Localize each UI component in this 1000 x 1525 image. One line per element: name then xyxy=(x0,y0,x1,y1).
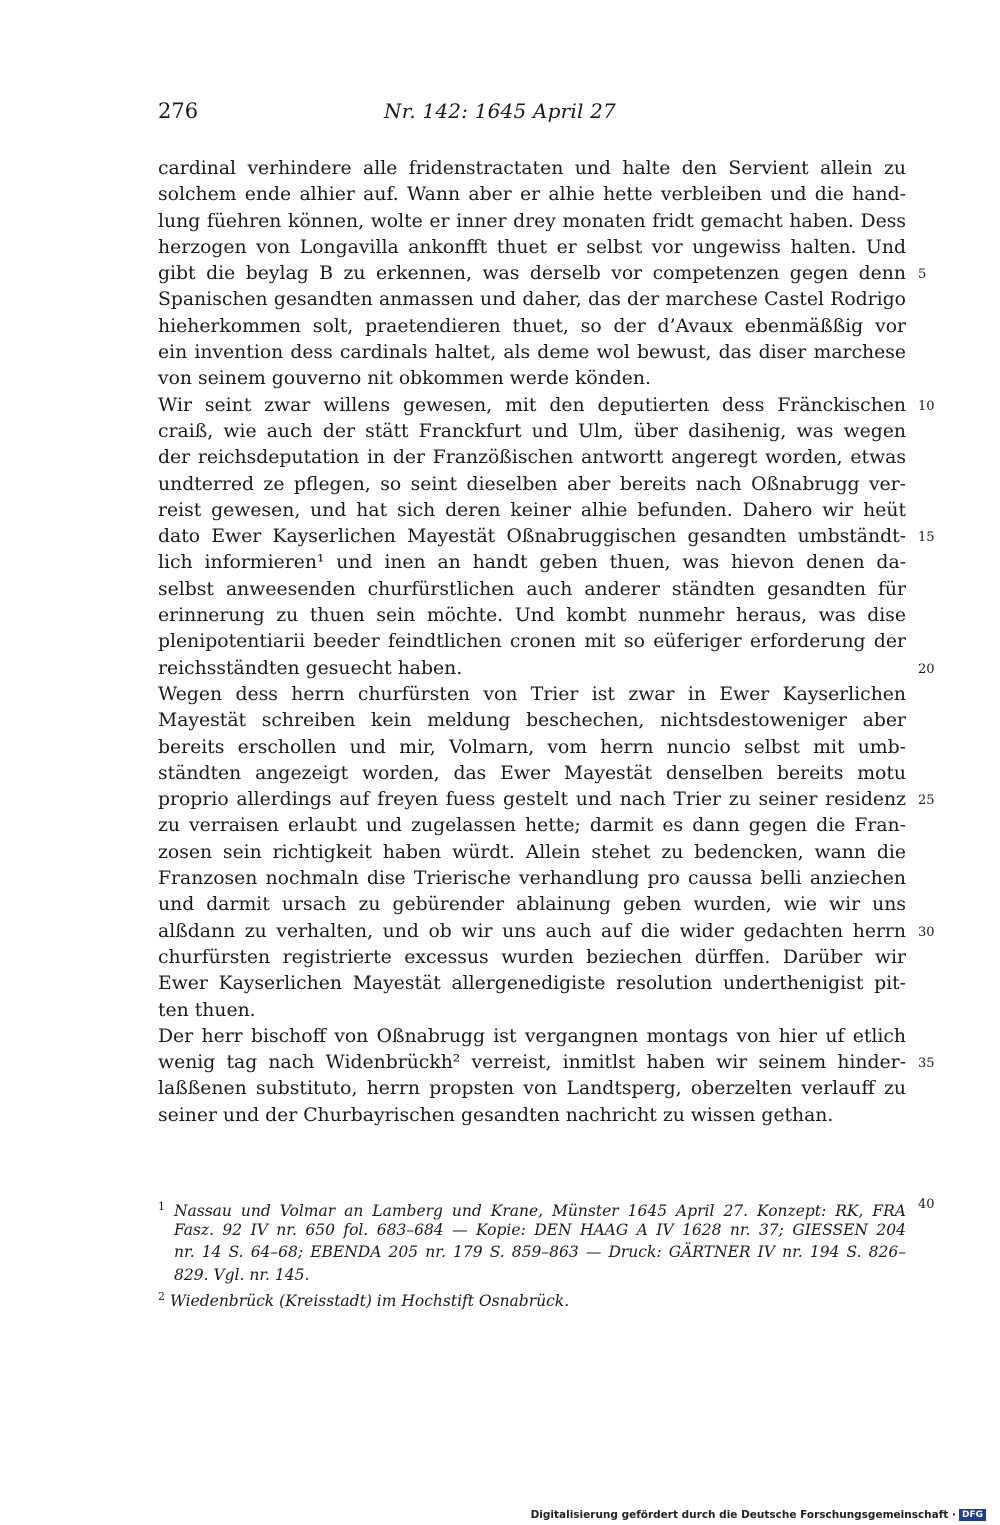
footnote-line xyxy=(158,1286,906,1309)
text-line: craiß, wie auch der stätt Franckfurt und Ulm, über dasihenig, was wegen xyxy=(158,420,906,442)
footnotes xyxy=(158,1196,906,1309)
footnote-marker: 1 xyxy=(158,1200,165,1213)
page-number: 276 xyxy=(158,99,199,123)
text-line: ten thuen. xyxy=(158,999,256,1021)
text-line: der reichsdeputation in der Franzößischen antwortt angeregt worden, etwas xyxy=(158,447,906,469)
text-line: Der herr bischoff von Oßnabrugg ist vergangnen montags von hier uf etlich xyxy=(158,1025,906,1047)
footnote-text: Nassau und Volmar an Lamberg und Krane, Münster 1645 April 27. Konzept: RK, FRA xyxy=(173,1202,906,1221)
body-text xyxy=(158,156,906,1129)
dfg-footer xyxy=(531,1509,986,1521)
text-line: zosen sein richtigkeit haben würdt. Allein stehet zu bedencken, wann die xyxy=(158,841,906,863)
text-line: solchem ende alhier auf. Wann aber er alhie hette verbleiben und die hand- xyxy=(158,184,906,206)
text-line: ständten angezeigt worden, das Ewer Mayestät denselben bereits motu xyxy=(158,762,906,784)
text-line: cardinal verhindere alle fridenstractaten und halte den Servient allein zu xyxy=(158,158,906,179)
text-line: erinnerung zu thuen sein möchte. Und kombt nunmehr heraus, was dise xyxy=(158,605,906,627)
margin-line-number: 20 xyxy=(918,661,935,677)
text-line: Ewer Kayserlichen Mayestät allergenedigiste resolution underthenigist pit- xyxy=(158,973,906,995)
footnote-line xyxy=(158,1241,906,1264)
text-line: lich informieren¹ und inen an handt geben thuen, was hievon denen da- xyxy=(158,552,906,574)
text-line: herzogen von Longavilla ankonfft thuet er selbst vor ungewiss halten. Und xyxy=(158,236,906,258)
text-line: Wegen dess herrn churfürsten von Trier ist zwar in Ewer Kayserlichen xyxy=(158,683,906,705)
text-line: und darmit ursach zu gebürender ablainung geben wurden, wie wir uns xyxy=(158,894,906,916)
text-line: undterred ze pflegen, so seint dieselben aber bereits nach Oßnabrugg ver- xyxy=(158,473,906,495)
footnote-marker: 2 xyxy=(158,1290,165,1303)
text-line: proprio allerdings auf freyen fuess gestelt und nach Trier zu seiner residenz xyxy=(158,789,906,811)
text-line: ein invention dess cardinals haltet, als deme wol bewust, das diser marchese xyxy=(158,342,906,364)
text-line: dato Ewer Kayserlichen Mayestät Oßnabruggischen gesandten umbständt- xyxy=(158,526,906,548)
text-line: Spanischen gesandten anmassen und daher, das der marchese Castel Rodrigo xyxy=(158,289,906,311)
margin-line-number: 10 xyxy=(918,398,935,414)
text-line: selbst anweesenden churfürstlichen auch anderer ständten gesandten für xyxy=(158,578,906,600)
dfg-logo-icon: DFG xyxy=(959,1509,986,1521)
footnote-text: 829. Vgl. nr. 145. xyxy=(174,1265,310,1284)
footnote-line xyxy=(158,1219,906,1242)
text-line: reichsständten gesuecht haben. xyxy=(158,657,463,679)
footer-text: Digitalisierung gefördert durch die Deutsche Forschungsgemeinschaft · xyxy=(530,1509,956,1521)
text-line: Franzosen nochmaln dise Trierische verhandlung pro caussa belli anziechen xyxy=(158,868,906,890)
text-line: zu verraisen erlaubt und zugelassen hette; darmit es dann gegen die Fran- xyxy=(158,815,906,837)
margin-line-number: 30 xyxy=(918,924,935,940)
text-line: alßdann zu verhalten, und ob wir uns auch auf die wider gedachten herrn xyxy=(158,920,906,942)
footnote-text: Wiedenbrück (Kreisstadt) im Hochstift Osnabrück. xyxy=(169,1292,570,1311)
margin-line-number: 15 xyxy=(918,530,935,546)
text-line: churfürsten registrierte excessus wurden beziechen dürffen. Darüber wir xyxy=(158,946,906,968)
margin-line-number: 5 xyxy=(918,267,927,283)
text-line: lung füehren können, wolte er inner drey monaten fridt gemacht haben. Dess xyxy=(158,210,906,232)
footnote-line-number: 40 xyxy=(918,1197,935,1212)
text-line: hieherkommen solt, praetendieren thuet, so der d’Avaux ebenmäßßig vor xyxy=(158,315,906,337)
text-line: gibt die beylag B zu erkennen, was derselb vor competenzen gegen denn xyxy=(158,263,906,285)
footnote-line xyxy=(158,1264,906,1287)
text-line: seiner und der Churbayrischen gesandten nachricht zu wissen gethan. xyxy=(158,1104,834,1126)
margin-line-number: 25 xyxy=(918,793,935,809)
text-line: plenipotentiarii beeder feindtlichen cronen mit so eüferiger erforderung der xyxy=(158,631,906,653)
text-line: wenig tag nach Widenbrückh² verreist, inmitlst haben wir seinem hinder- xyxy=(158,1052,906,1074)
footnote-text: Fasz. 92 IV nr. 650 fol. 683–684 — Kopie: DEN HAAG A IV 1628 nr. 37; GIESSEN 204 xyxy=(174,1220,906,1239)
footnote-line xyxy=(158,1196,906,1219)
text-line: von seinem gouverno nit obkommen werde könden. xyxy=(158,368,651,390)
text-line: Mayestät schreiben kein meldung beschechen, nichtsdestoweniger aber xyxy=(158,710,906,732)
running-head: Nr. 142: 1645 April 27 xyxy=(384,99,616,123)
text-line: Wir seint zwar willens gewesen, mit den deputierten dess Fränckischen xyxy=(158,394,906,416)
text-line: reist gewesen, und hat sich deren keiner alhie befunden. Dahero wir heüt xyxy=(158,499,906,521)
footnote-text: nr. 14 S. 64–68; EBENDA 205 nr. 179 S. 859–863 — Druck: GÄRTNER IV nr. 194 S. 826– xyxy=(174,1243,906,1261)
margin-line-number: 35 xyxy=(918,1056,935,1072)
text-line: laßßenen substituto, herrn propsten von Landtsperg, oberzelten verlauff zu xyxy=(158,1078,906,1100)
text-line: bereits erschollen und mir, Volmarn, vom herrn nuncio selbst mit umb- xyxy=(158,736,906,758)
